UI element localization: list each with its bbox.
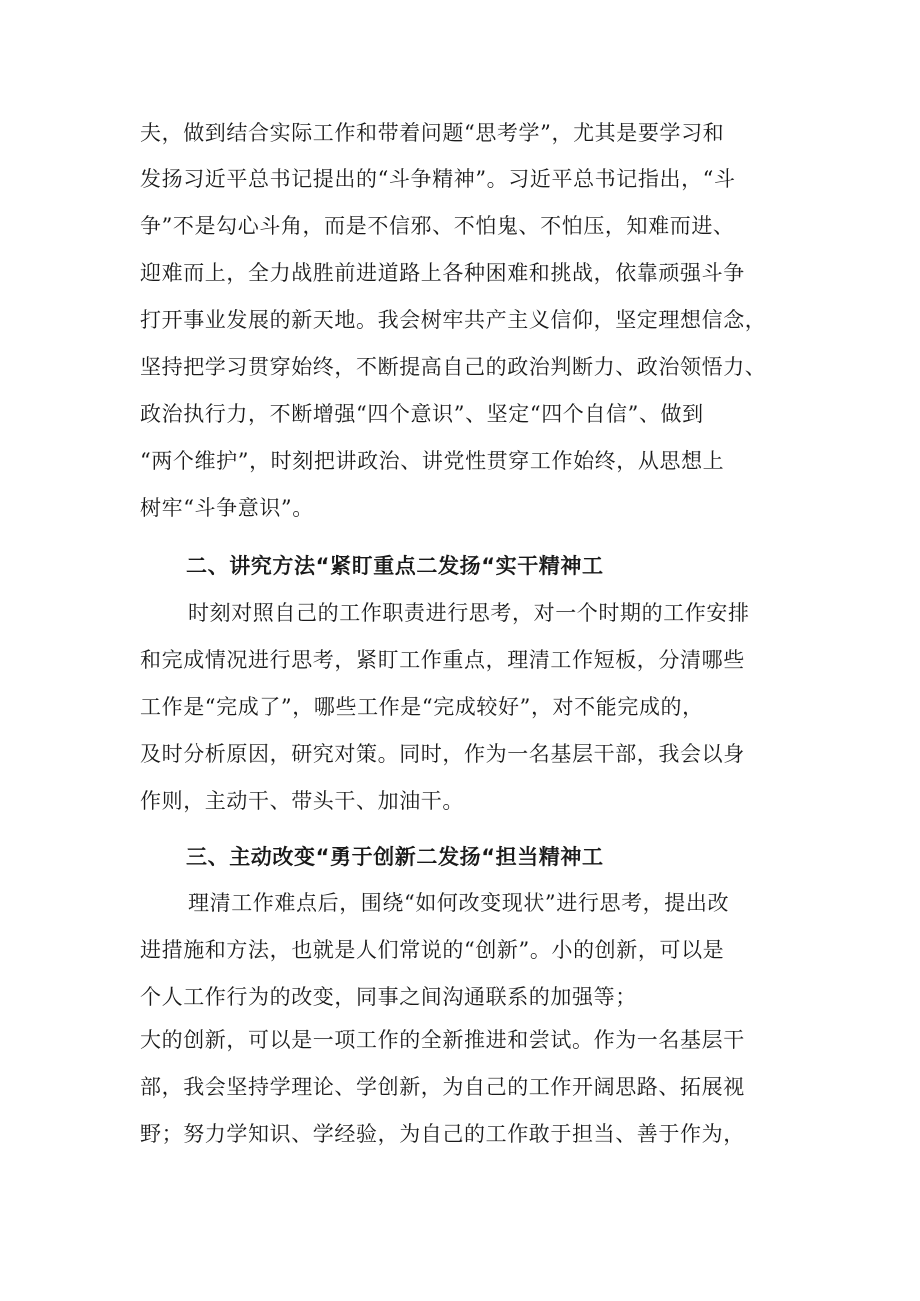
paragraph-1-line-7: 政治执行力，不断增强“四个意识”、坚定“四个自信”、做到 xyxy=(140,402,704,426)
paragraph-1-line-5: 打开事业发展的新天地。我会树牢共产主义信仰，坚定理想信念， xyxy=(140,308,767,332)
paragraph-3-line-1: 理清工作难点后，围绕“如何改变现状”进行思考，提出改 xyxy=(188,891,730,915)
paragraph-1-line-9: 树牢“斗争意识”。 xyxy=(140,496,314,520)
paragraph-1-line-6: 坚持把学习贯穿始终，不断提高自己的政治判断力、政治领悟力、 xyxy=(140,355,767,379)
paragraph-2-line-2: 和完成情况进行思考，紧盯工作重点，理清工作短板，分清哪些 xyxy=(140,648,745,672)
paragraph-1-line-8: “两个维护”，时刻把讲政治、讲党性贯穿工作始终，从思想上 xyxy=(140,449,725,473)
paragraph-2-line-5: 作则，主动干、带头干、加油干。 xyxy=(140,789,464,813)
paragraph-3-line-3: 个人工作行为的改变，同事之间沟通联系的加强等； xyxy=(140,985,637,1009)
paragraph-3-line-6: 野；努力学知识、学经验，为自己的工作敢于担当、善于作为， xyxy=(140,1122,745,1146)
paragraph-1-line-3: 争”不是勾心斗角，而是不信邪、不怕鬼、不怕压，知难而进、 xyxy=(140,214,735,238)
section-heading-3: 三、主动改变“勇于创新二发扬“担当精神工 xyxy=(186,845,604,869)
paragraph-2-line-1: 时刻对照自己的工作职责进行思考，对一个时期的工作安排 xyxy=(188,601,750,625)
paragraph-3-line-5: 部，我会坚持学理论、学创新，为自己的工作开阔思路、拓展视 xyxy=(140,1075,745,1099)
section-heading-2: 二、讲究方法“紧盯重点二发扬“实干精神工 xyxy=(186,554,604,578)
paragraph-1-line-1: 夫，做到结合实际工作和带着问题“思考学”，尤其是要学习和 xyxy=(140,121,725,145)
paragraph-2-line-4: 及时分析原因，研究对策。同时，作为一名基层干部，我会以身 xyxy=(140,742,745,766)
paragraph-3-line-4: 大的创新，可以是一项工作的全新推进和尝试。作为一名基层干 xyxy=(140,1028,745,1052)
paragraph-3-line-2: 进措施和方法，也就是人们常说的“创新”。小的创新，可以是 xyxy=(140,938,725,962)
paragraph-1-line-2: 发扬习近平总书记提出的“斗争精神”。习近平总书记指出，“斗 xyxy=(140,167,736,191)
paragraph-2-line-3: 工作是“完成了”，哪些工作是“完成较好”，对不能完成的， xyxy=(140,695,704,719)
paragraph-1-line-4: 迎难而上，全力战胜前进道路上各种困难和挑战，依靠顽强斗争 xyxy=(140,261,745,285)
